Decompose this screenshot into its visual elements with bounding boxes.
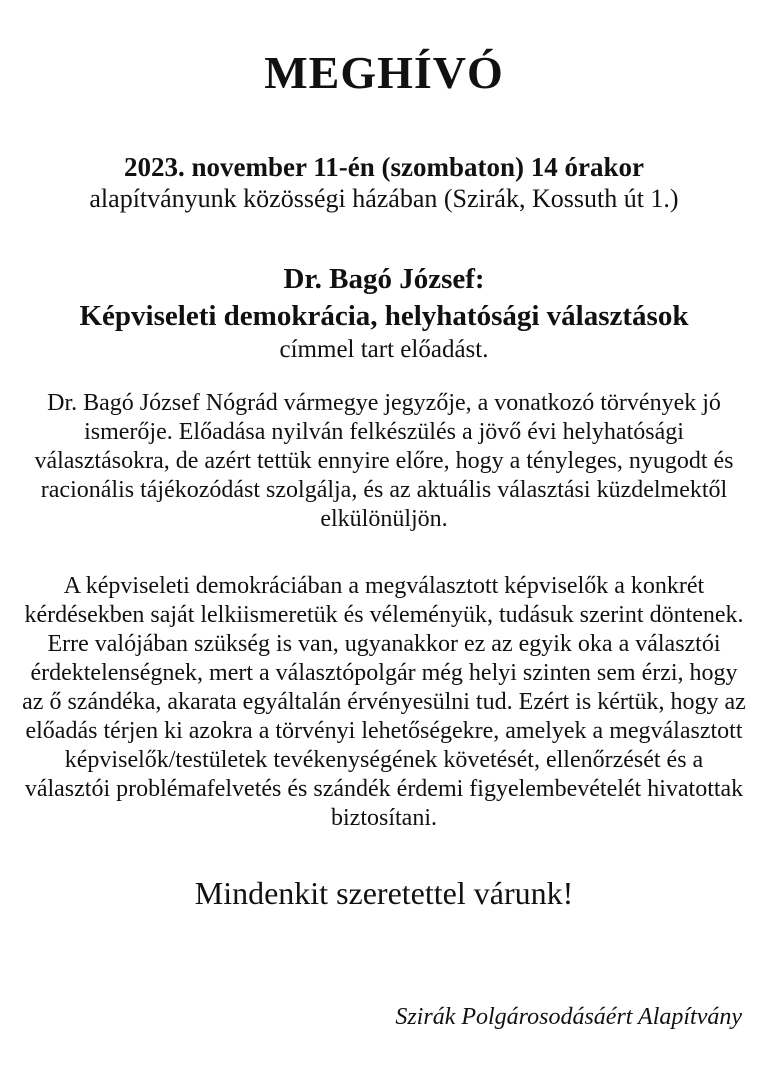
body-paragraph-1: Dr. Bagó József Nógrád vármegye jegyzője, a vonatkozó törvények jó ismerője. Előadása nyilván felkészülés a jövő évi helyhatósági választásokra, de azért tettük ennyire előre, hogy a tényleges, nyugodt és racionális tájékozódást szolgálja, és az aktuális választási küzdelmektől elkülönüljön. bbox=[34, 390, 734, 533]
signature-line: Szirák Polgárosodásáért Alapítvány bbox=[395, 1004, 742, 1030]
body-paragraph-2: A képviseleti demokráciában a megválasztott képviselők a konkrét kérdésekben saját lelkiismeretük és véleményük, tudásuk szerint döntenek. Erre valójában szükség is van, ugyanakkor ez az egyik oka a választói érdektelenségnek, mert a választópolgár még helyi szinten sem érzi, hogy az ő szándéka, akarata egyáltalán érvényesülni tud. Ezért is kértük, hogy az előadás térjen ki azokra a törvényi lehetőségekre, amelyek a megválasztott képviselők/testületek tevékenységének követését, ellenőrzését és a választói problémafelvetés és szándék érdemi figyelembevételét hivatottak biztosítani. bbox=[22, 573, 746, 832]
lecture-title: Képviseleti demokrácia, helyhatósági választások bbox=[79, 299, 689, 332]
closing-line: Mindenkit szeretettel várunk! bbox=[194, 875, 574, 912]
event-venue-line: alapítványunk közösségi házában (Szirák, Kossuth út 1.) bbox=[89, 183, 679, 213]
lecture-speaker: Dr. Bagó József: bbox=[283, 263, 485, 296]
lecture-subtitle: címmel tart előadást. bbox=[279, 335, 489, 363]
event-date-line: 2023. november 11-én (szombaton) 14 órakor bbox=[124, 151, 644, 182]
page-title: MEGHÍVÓ bbox=[264, 47, 504, 98]
